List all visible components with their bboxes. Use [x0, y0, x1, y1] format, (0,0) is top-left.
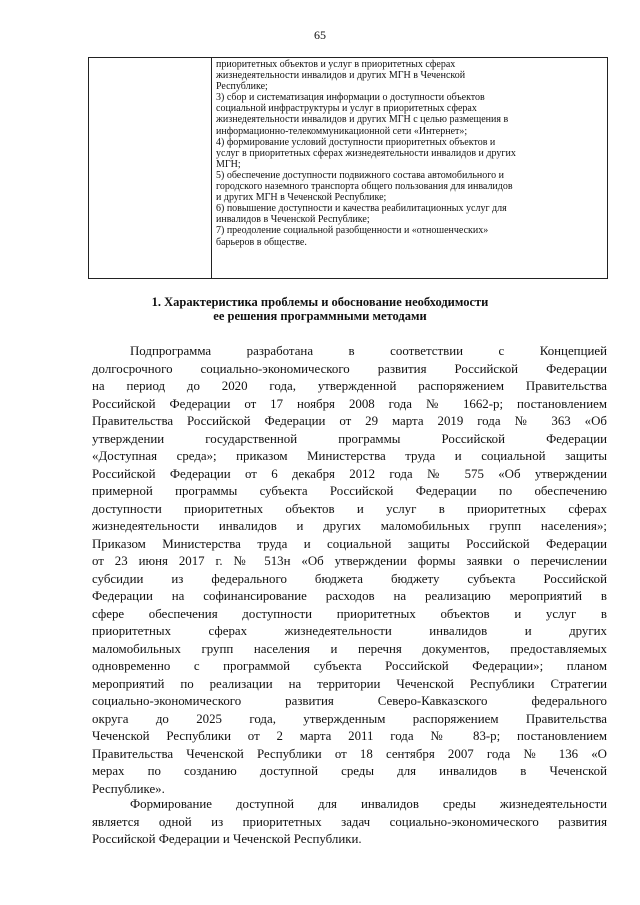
table-line: 7) преодоление социальной разобщенности и «отношенческих» — [216, 225, 489, 237]
paragraph-line: мерах по созданию доступной среды для инвалидов в Чеченской — [92, 764, 607, 778]
paragraph-line: Республике». — [92, 781, 165, 796]
paragraph-line: Федерации на софинансирование расходов на реализацию мероприятий в — [92, 589, 607, 603]
paragraph-line: Формирование доступной для инвалидов среды жизнедеятельности — [130, 797, 607, 811]
table-line: 4) формирование условий доступности приоритетных объектов и — [216, 136, 496, 148]
table-column-divider — [211, 58, 212, 278]
table-line: Республике; — [216, 81, 268, 93]
table-line: и других МГН в Чеченской Республике; — [216, 192, 387, 204]
paragraph-line: утверждении государственной программы Российской Федерации — [92, 431, 607, 446]
paragraph-line: «Доступная среда»; приказом Министерства труда и социальной защиты — [92, 449, 607, 463]
paragraph-line: приоритетных сферах жизнедеятельности инвалидов и других — [92, 624, 607, 638]
paragraph-line: одновременно с программой субъекта Российской Федерации»; планом — [92, 659, 607, 673]
table-line: социальной инфраструктуры и услуг в приоритетных сферах — [216, 103, 477, 115]
table-line: инвалидов в Чеченской Республике; — [216, 214, 370, 226]
table-line: услуг в приоритетных сферах жизнедеятельности инвалидов и других — [216, 147, 516, 159]
paragraph-line: Российской Федерации от 17 ноября 2008 года № 1662-р; постановлением — [92, 396, 607, 411]
table-line: информационно-телекоммуникационной сети «Интернет»; — [216, 125, 468, 137]
table-line: 6) повышение доступности и качества реабилитационных услуг для — [216, 203, 507, 215]
continuation-table — [88, 57, 608, 279]
table-line: жизнедеятельности инвалидов и других МГН в Чеченской — [216, 70, 466, 82]
paragraph-line: на период до 2020 года, утвержденной распоряжением Правительства — [92, 379, 607, 393]
paragraph-line: маломобильных групп населения и перечня документов, предоставляемых — [92, 641, 607, 656]
paragraph-line: жизнедеятельности инвалидов и других маломобильных групп населения»; — [92, 519, 607, 533]
paragraph-line: от 23 июня 2017 г. № 513н «Об утверждении формы заявки о перечислении — [92, 554, 607, 568]
paragraph-line: Правительства Чеченской Республики от 18 сентября 2007 года № 136 «О — [92, 746, 607, 761]
table-line: МГН; — [216, 158, 241, 170]
paragraph-line: округа до 2025 года, утвержденным распоряжением Правительства — [92, 711, 607, 726]
paragraph-line: примерной программы субъекта Российской Федерации по обеспечению — [92, 484, 607, 498]
paragraph-line: Приказом Министерства труда и социальной защиты Российской Федерации — [92, 536, 607, 551]
paragraph-line: долгосрочного социально-экономического развития Российской Федерации — [92, 361, 607, 376]
section-heading — [0, 295, 640, 323]
table-line: барьеров в обществе. — [216, 236, 307, 248]
table-line: 5) обеспечение доступности подвижного состава автомобильного и — [216, 169, 504, 181]
paragraph-line: доступности приоритетных объектов и услуг в приоритетных сферах — [92, 501, 607, 516]
page-number: 65 — [314, 28, 326, 42]
section-heading-line: ее решения программными методами — [213, 309, 427, 323]
table-line: городского наземного транспорта общего пользования для инвалидов — [216, 181, 513, 193]
paragraph-line: Российской Федерации и Чеченской Республики. — [92, 832, 362, 846]
paragraph-line: Российской Федерации от 6 декабря 2012 года № 575 «Об утверждении — [92, 466, 607, 481]
body-paragraph-1 — [92, 343, 607, 798]
paragraph-line: социально-экономического развития Северо-Кавказского федерального — [92, 694, 607, 708]
table-line: жизнедеятельности инвалидов и других МГН с целью размещения в — [216, 114, 509, 126]
paragraph-line: является одной из приоритетных задач социально-экономического развития — [92, 814, 607, 829]
paragraph-line: Подпрограмма разработана в соответствии с Концепцией — [130, 344, 607, 358]
paragraph-line: Чеченской Республики от 2 марта 2011 года № 83-р; постановлением — [92, 729, 607, 743]
table-line: 3) сбор и систематизация информации о доступности объектов — [216, 92, 485, 104]
body-paragraph-2 — [92, 796, 607, 849]
table-line: приоритетных объектов и услуг в приоритетных сферах — [216, 59, 456, 70]
paragraph-line: сфере обеспечения доступности приоритетных объектов и услуг в — [92, 606, 607, 621]
paragraph-line: Правительства Российской Федерации от 29 марта 2019 года № 363 «Об — [92, 414, 607, 428]
paragraph-line: мероприятий по реализации на территории Чеченской Республики Стратегии — [92, 676, 607, 691]
paragraph-line: субсидии из федерального бюджета бюджету субъекта Российской — [92, 571, 607, 586]
table-cell-tasks — [216, 59, 604, 248]
section-heading-line: 1. Характеристика проблемы и обоснование необходимости — [151, 295, 489, 309]
